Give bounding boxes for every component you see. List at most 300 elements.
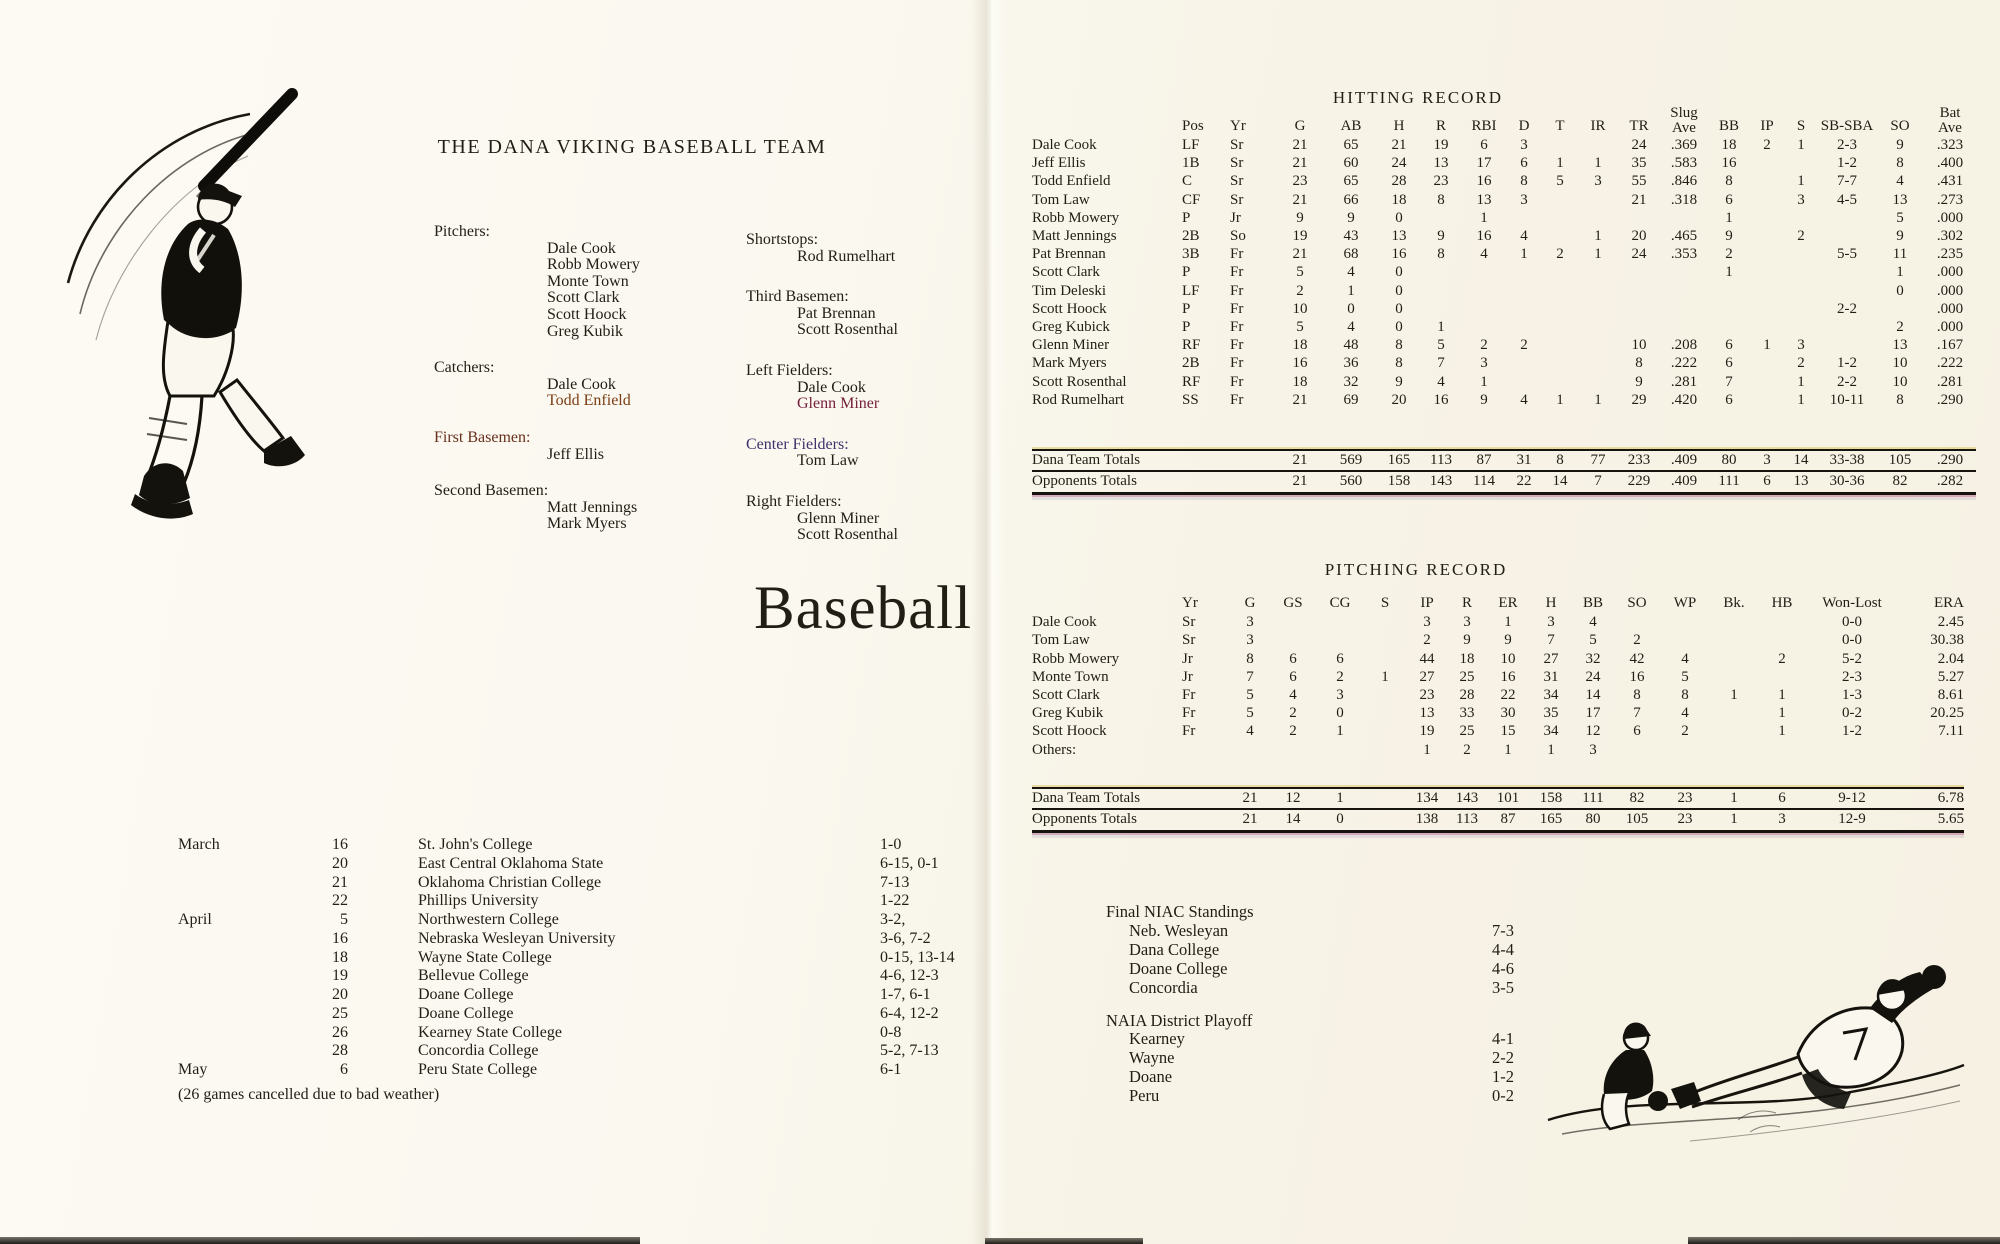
stat-cell: 2-2 — [1837, 300, 1857, 317]
roster-position-label: Catchers: — [434, 359, 495, 377]
stat-cell: 0-0 — [1842, 632, 1862, 649]
totals-stat-cell: 31 — [1516, 452, 1532, 468]
stat-cell — [1420, 209, 1462, 227]
totals-stat-cell: 82 — [1876, 471, 1924, 493]
stat-cell: 6 — [1289, 650, 1297, 667]
stat-cell: 2 — [1797, 355, 1805, 372]
totals-stat-cell: 14 — [1270, 809, 1316, 831]
roster-player-name: Dale Cook — [547, 375, 616, 393]
totals-stat-cell: .409 — [1660, 471, 1708, 493]
schedule-row — [178, 874, 1110, 893]
stat-cell: 8 — [1681, 687, 1689, 704]
stat-cell — [1750, 227, 1784, 245]
table-row — [1032, 154, 1976, 172]
schedule-month — [178, 1042, 303, 1061]
column-header: TR — [1629, 117, 1649, 134]
stat-cell: 5 — [1896, 209, 1904, 226]
standings-team-name: Kearney — [1129, 1029, 1185, 1049]
stat-cell: Jr — [1182, 650, 1193, 667]
stat-cell: 5.27 — [1937, 668, 1964, 685]
table-row — [1032, 227, 1976, 245]
stat-cell: So — [1230, 228, 1246, 245]
totals-stat-cell: 21 — [1292, 452, 1308, 468]
schedule-row — [178, 986, 1110, 1005]
stat-cell: 18 — [1292, 337, 1308, 354]
stat-cell: 48 — [1343, 337, 1359, 354]
totals-stat-cell: 134 — [1415, 790, 1439, 806]
stat-cell — [1708, 318, 1750, 336]
totals-stat-cell: 21 — [1242, 790, 1258, 806]
stat-cell: 24 — [1585, 668, 1601, 685]
stat-cell: 1 — [1381, 668, 1389, 685]
standings-team-name: Peru — [1129, 1086, 1160, 1106]
stat-cell: 1 — [1594, 228, 1602, 245]
team-roster-title: THE DANA VIKING BASEBALL TEAM — [437, 136, 827, 158]
stat-cell: 9 — [1296, 209, 1304, 226]
stat-cell — [1578, 263, 1618, 281]
roster-position-label: Right Fielders: — [746, 492, 842, 510]
stat-cell: 22 — [1500, 687, 1516, 704]
stat-cell — [1750, 391, 1784, 409]
schedule-row — [178, 1024, 1110, 1043]
stat-cell — [1614, 613, 1660, 631]
totals-stat-cell: .290 — [1936, 452, 1964, 468]
stat-cell: 10 — [1500, 650, 1516, 667]
roster-player-name: Jeff Ellis — [547, 445, 605, 463]
stat-cell: 3 — [1547, 614, 1555, 631]
stat-cell: 4 — [1589, 614, 1597, 631]
stat-cell: Fr — [1182, 705, 1196, 722]
schedule-table — [178, 836, 1110, 1080]
stat-cell: C — [1182, 173, 1193, 190]
stat-cell: 5-2 — [1842, 650, 1862, 667]
stat-cell: 0-0 — [1842, 614, 1862, 631]
roster-player-name: Greg Kubik — [547, 322, 623, 340]
stat-cell — [1578, 336, 1618, 354]
totals-stat-cell: 158 — [1378, 471, 1420, 493]
standings-heading: NAIA District Playoff — [1106, 1010, 1253, 1030]
stat-cell: 2B — [1182, 228, 1200, 245]
stat-cell — [1462, 318, 1506, 336]
stat-cell: 2 — [1725, 246, 1733, 263]
stat-cell: LF — [1182, 137, 1200, 153]
standings-team-record: 0-2 — [1492, 1086, 1514, 1106]
roster-position-label: Left Fielders: — [746, 361, 833, 379]
roster-group — [434, 360, 734, 410]
stat-cell: Fr — [1230, 282, 1244, 299]
table-row — [1032, 282, 1976, 300]
stat-cell — [1542, 282, 1578, 300]
stat-cell: 17 — [1476, 155, 1492, 172]
totals-stat-cell: 77 — [1590, 452, 1606, 468]
schedule-opponent: Doane College — [418, 986, 514, 1003]
table-row — [1032, 741, 1964, 759]
stat-cell: 1 — [1594, 391, 1602, 408]
totals-stat-cell: 158 — [1539, 790, 1563, 806]
stat-cell: 8 — [1896, 391, 1904, 408]
player-name-cell: Scott Rosenthal — [1032, 373, 1127, 390]
totals-stat-cell: 12 — [1285, 790, 1301, 806]
stat-cell: Sr — [1230, 173, 1244, 190]
roster-player-name: Matt Jennings — [547, 498, 638, 516]
stat-cell — [1506, 300, 1542, 318]
totals-row — [1032, 471, 1976, 493]
stat-cell: 20.25 — [1930, 705, 1964, 722]
player-name-cell: Robb Mowery — [1032, 650, 1120, 667]
column-header: Yr — [1182, 595, 1198, 611]
stat-cell — [1542, 263, 1578, 281]
totals-stat-cell: 8 — [1556, 452, 1564, 468]
stat-cell: 1 — [1556, 155, 1564, 172]
stat-cell: Jr — [1230, 209, 1241, 226]
stat-cell: 9 — [1896, 137, 1904, 153]
stat-cell — [1818, 263, 1876, 281]
stat-cell — [1710, 668, 1758, 686]
schedule-score: 4-6, 12-3 — [880, 967, 939, 985]
stat-cell: .420 — [1670, 391, 1698, 408]
column-header: Pos — [1182, 117, 1204, 134]
column-header: S — [1380, 595, 1390, 611]
stat-cell: 9 — [1480, 391, 1488, 408]
stat-cell: 21 — [1631, 191, 1647, 208]
stat-cell: 7.11 — [1938, 723, 1964, 740]
totals-stat-cell: 13 — [1784, 471, 1818, 493]
stat-cell: 2 — [1336, 668, 1344, 685]
schedule-score: 1-0 — [880, 836, 902, 853]
stat-cell — [1660, 741, 1710, 759]
stat-cell: 8 — [1395, 337, 1403, 354]
totals-stat-cell: 105 — [1614, 809, 1660, 831]
stat-cell: 8 — [1633, 687, 1641, 704]
stat-cell — [1784, 300, 1818, 318]
schedule-row — [178, 930, 1110, 949]
stat-cell: Fr — [1230, 355, 1244, 372]
column-header: CG — [1329, 595, 1351, 611]
stat-cell — [1506, 373, 1542, 391]
schedule-month — [178, 1005, 303, 1024]
stat-cell — [1364, 613, 1406, 631]
scan-edge-artifact — [985, 1238, 1143, 1244]
stat-cell: 65 — [1343, 173, 1359, 190]
standings-row — [1106, 1049, 1576, 1068]
column-header: SB-SBA — [1820, 117, 1874, 134]
player-name-cell: Rod Rumelhart — [1032, 391, 1125, 408]
totals-stat-cell: 82 — [1629, 790, 1645, 806]
column-header: Bk. — [1723, 595, 1745, 611]
schedule-month — [178, 892, 303, 911]
stat-cell: 3 — [1423, 614, 1431, 631]
stat-cell: 10 — [1631, 337, 1647, 354]
stat-cell: P — [1182, 300, 1191, 317]
column-header-line: Ave — [1672, 119, 1696, 136]
totals-stat-cell: 80 — [1721, 452, 1737, 468]
stat-cell: 2 — [1520, 337, 1528, 354]
stat-cell — [1750, 191, 1784, 209]
stat-cell: 10 — [1892, 355, 1908, 372]
stat-cell: 1 — [1797, 391, 1805, 408]
stat-cell — [1618, 318, 1660, 336]
stat-cell: 6 — [1336, 650, 1344, 667]
stat-cell: 16 — [1476, 173, 1492, 190]
column-header-line: Bat — [1939, 105, 1961, 121]
stat-cell: 13 — [1476, 191, 1492, 208]
stat-cell: .000 — [1936, 319, 1964, 336]
totals-stat-cell: 6 — [1750, 471, 1784, 493]
stat-cell: 29 — [1631, 391, 1647, 408]
stat-cell — [1420, 300, 1462, 318]
stat-cell: 28 — [1459, 687, 1475, 704]
stat-cell: 8 — [1395, 355, 1403, 372]
stat-cell: 9 — [1635, 373, 1643, 390]
stat-cell: 23 — [1433, 173, 1449, 190]
stat-cell: 16 — [1721, 155, 1737, 172]
stat-cell — [1784, 245, 1818, 263]
stat-cell: 8 — [1437, 246, 1445, 263]
stat-cell: 5 — [1246, 705, 1254, 722]
standings-team-name: Doane — [1129, 1067, 1173, 1087]
stat-cell: 6 — [1725, 391, 1733, 408]
stat-cell — [1270, 613, 1316, 631]
stat-cell: 6 — [1725, 355, 1733, 372]
stat-cell: 18 — [1391, 191, 1407, 208]
stat-cell: 1-2 — [1842, 723, 1862, 740]
player-name-cell: Scott Clark — [1032, 264, 1100, 281]
hitting-totals-table — [1032, 449, 1976, 495]
column-header: AB — [1340, 117, 1362, 134]
totals-stat-cell: 87 — [1476, 452, 1492, 468]
scan-edge-artifact — [0, 1237, 640, 1244]
stat-cell: 4 — [1347, 319, 1355, 336]
player-name-cell: Tom Law — [1032, 191, 1090, 208]
stat-cell — [1270, 741, 1316, 759]
stat-cell — [1784, 263, 1818, 281]
column-header: ER — [1498, 595, 1518, 611]
stat-cell: 34 — [1543, 723, 1559, 740]
stat-cell — [1660, 318, 1708, 336]
stat-cell: 4 — [1437, 373, 1445, 390]
stat-cell — [1578, 191, 1618, 209]
column-header: GS — [1283, 595, 1303, 611]
schedule-day: 20 — [332, 854, 348, 872]
column-header-line: Ave — [1938, 119, 1962, 136]
totals-stat-cell: 114 — [1462, 471, 1506, 493]
column-header: D — [1518, 117, 1530, 134]
schedule-row — [178, 892, 1110, 911]
column-header: G — [1294, 117, 1306, 134]
schedule-score: 0-8 — [880, 1023, 902, 1041]
standings-row — [1106, 960, 1576, 979]
roster-player-name: Mark Myers — [547, 515, 627, 533]
table-row — [1032, 391, 1976, 409]
stat-cell: 8 — [1635, 355, 1643, 372]
stat-cell: .290 — [1936, 391, 1964, 408]
table-row — [1032, 668, 1964, 686]
stat-cell — [1542, 136, 1578, 154]
stat-cell: 21 — [1391, 137, 1407, 153]
stat-cell: 4 — [1896, 173, 1904, 190]
stat-cell: 4 — [1246, 723, 1254, 740]
totals-stat-cell: 105 — [1888, 452, 1912, 468]
roster-group — [434, 430, 734, 463]
standings-team-record: 4-6 — [1492, 958, 1514, 978]
stat-cell — [1750, 263, 1784, 281]
stat-cell — [1660, 300, 1708, 318]
totals-stat-cell: 1 — [1336, 790, 1344, 806]
totals-row — [1032, 809, 1964, 831]
stat-cell — [1316, 613, 1364, 631]
stat-cell: 1-2 — [1837, 355, 1857, 372]
stat-cell — [1660, 613, 1710, 631]
standings-team-name: Dana College — [1129, 939, 1220, 959]
stat-cell: 10 — [1892, 373, 1908, 390]
player-name-cell: Others: — [1032, 741, 1077, 758]
column-header: IP — [1420, 595, 1434, 611]
player-name-cell: Greg Kubick — [1032, 319, 1110, 336]
stat-cell: 42 — [1629, 650, 1645, 667]
standings-team-name: Doane College — [1129, 958, 1228, 978]
stat-cell: 7 — [1547, 632, 1555, 649]
column-header — [1032, 594, 1182, 613]
totals-stat-cell: 111 — [1582, 790, 1604, 806]
schedule-opponent: Northwestern College — [418, 911, 559, 928]
stat-cell — [1710, 722, 1758, 740]
player-name-cell: Monte Town — [1032, 668, 1109, 685]
standings-row — [1106, 979, 1576, 998]
roster-player-name: Scott Rosenthal — [797, 321, 898, 339]
schedule-opponent: Doane College — [418, 1004, 514, 1022]
stat-cell: .400 — [1936, 155, 1964, 172]
roster-player-name: Glenn Miner — [797, 395, 880, 413]
stat-cell: 35 — [1543, 705, 1559, 722]
totals-stat-cell: 111 — [1708, 471, 1750, 493]
stat-cell: 16 — [1391, 246, 1407, 263]
schedule-opponent: Phillips University — [418, 892, 539, 910]
stat-cell: 19 — [1433, 137, 1449, 153]
player-name-cell: Todd Enfield — [1032, 173, 1111, 190]
standings-section — [1106, 903, 1576, 1106]
stat-cell — [1784, 282, 1818, 300]
stat-cell: 18 — [1292, 373, 1308, 390]
stat-cell: SS — [1182, 391, 1199, 408]
totals-label-cell: Opponents Totals — [1032, 471, 1276, 493]
schedule-opponent: Peru State College — [418, 1061, 538, 1078]
stat-cell — [1750, 209, 1784, 227]
stat-cell — [1710, 613, 1758, 631]
stat-cell: .222 — [1670, 355, 1698, 372]
stat-cell: 44 — [1419, 650, 1435, 667]
column-header: WP — [1673, 595, 1697, 611]
standings-row — [1106, 1068, 1576, 1087]
stat-cell: 5 — [1681, 668, 1689, 685]
stat-cell: .167 — [1936, 337, 1964, 354]
player-name-cell: Tom Law — [1032, 632, 1090, 649]
stat-cell — [1750, 172, 1784, 190]
stat-cell: .369 — [1670, 137, 1698, 153]
stat-cell: 4 — [1681, 650, 1689, 667]
column-header: ERA — [1934, 595, 1964, 611]
totals-stat-cell: 143 — [1455, 790, 1479, 806]
schedule-score: 6-15, 0-1 — [880, 854, 939, 872]
table-row — [1032, 245, 1976, 263]
totals-stat-cell: 233 — [1627, 452, 1651, 468]
stat-cell — [1578, 136, 1618, 154]
standings-team-record: 4-4 — [1492, 939, 1514, 959]
standings-team-record: 3-5 — [1492, 977, 1514, 997]
roster-position-label: First Basemen: — [434, 428, 531, 446]
stat-cell: 4 — [1520, 391, 1528, 408]
stat-cell: .000 — [1936, 300, 1964, 317]
stat-cell: 32 — [1343, 373, 1359, 390]
column-header: G — [1244, 595, 1256, 611]
stat-cell: 28 — [1391, 173, 1407, 190]
totals-stat-cell: 113 — [1430, 452, 1452, 468]
stat-cell: 6 — [1633, 723, 1641, 740]
totals-label-cell: Opponents Totals — [1032, 809, 1230, 831]
schedule-day: 26 — [332, 1023, 348, 1041]
stat-cell: 8 — [1520, 173, 1528, 190]
stat-cell — [1750, 282, 1784, 300]
stat-cell: 10-11 — [1829, 391, 1865, 408]
column-header: HB — [1771, 595, 1793, 611]
stat-cell: 1 — [1725, 264, 1733, 281]
stat-cell: 2 — [1289, 723, 1297, 740]
stat-cell: Fr — [1230, 337, 1244, 354]
stat-cell: 66 — [1343, 191, 1359, 208]
roster-player-name: Glenn Miner — [797, 509, 880, 527]
player-name-cell: Mark Myers — [1032, 355, 1107, 372]
stat-cell: Fr — [1230, 373, 1244, 390]
standings-row — [1106, 941, 1576, 960]
stat-cell — [1316, 741, 1364, 759]
page-title: Baseball — [754, 575, 973, 642]
roster-player-name: Pat Brennan — [797, 304, 876, 322]
stat-cell: .222 — [1936, 355, 1964, 372]
totals-stat-cell: 87 — [1486, 809, 1530, 831]
stat-cell: .000 — [1936, 209, 1964, 226]
totals-row — [1032, 788, 1964, 809]
stat-cell: 7-7 — [1837, 173, 1857, 190]
stat-cell: 20 — [1631, 228, 1647, 245]
schedule-row — [178, 949, 1110, 968]
stat-cell: RF — [1182, 373, 1201, 390]
schedule-row — [178, 911, 1110, 930]
stat-cell — [1420, 263, 1462, 281]
stat-cell: 3 — [1480, 355, 1488, 372]
totals-stat-cell: 12-9 — [1806, 809, 1898, 831]
stat-cell: 43 — [1343, 228, 1359, 245]
schedule-score: 3-2, — [880, 911, 906, 928]
stat-cell — [1578, 300, 1618, 318]
totals-stat-cell: 113 — [1448, 809, 1486, 831]
stat-cell — [1618, 209, 1660, 227]
stat-cell: 1 — [1336, 723, 1344, 740]
stat-cell: 0 — [1395, 264, 1403, 281]
stat-cell: 2 — [1681, 723, 1689, 740]
stat-cell — [1542, 373, 1578, 391]
stat-cell: LF — [1182, 282, 1200, 299]
stat-cell — [1542, 300, 1578, 318]
stat-cell: 1 — [1797, 137, 1805, 153]
stat-cell — [1710, 741, 1758, 759]
standings-team-record: 4-1 — [1492, 1029, 1514, 1049]
stat-cell: 0 — [1395, 282, 1403, 299]
standings-block — [1106, 1012, 1576, 1107]
table-row — [1032, 318, 1976, 336]
totals-stat-cell: 30-36 — [1818, 471, 1876, 493]
stat-cell: 5 — [1296, 264, 1304, 281]
schedule-score: 1-22 — [880, 892, 910, 910]
stat-cell — [1710, 631, 1758, 649]
